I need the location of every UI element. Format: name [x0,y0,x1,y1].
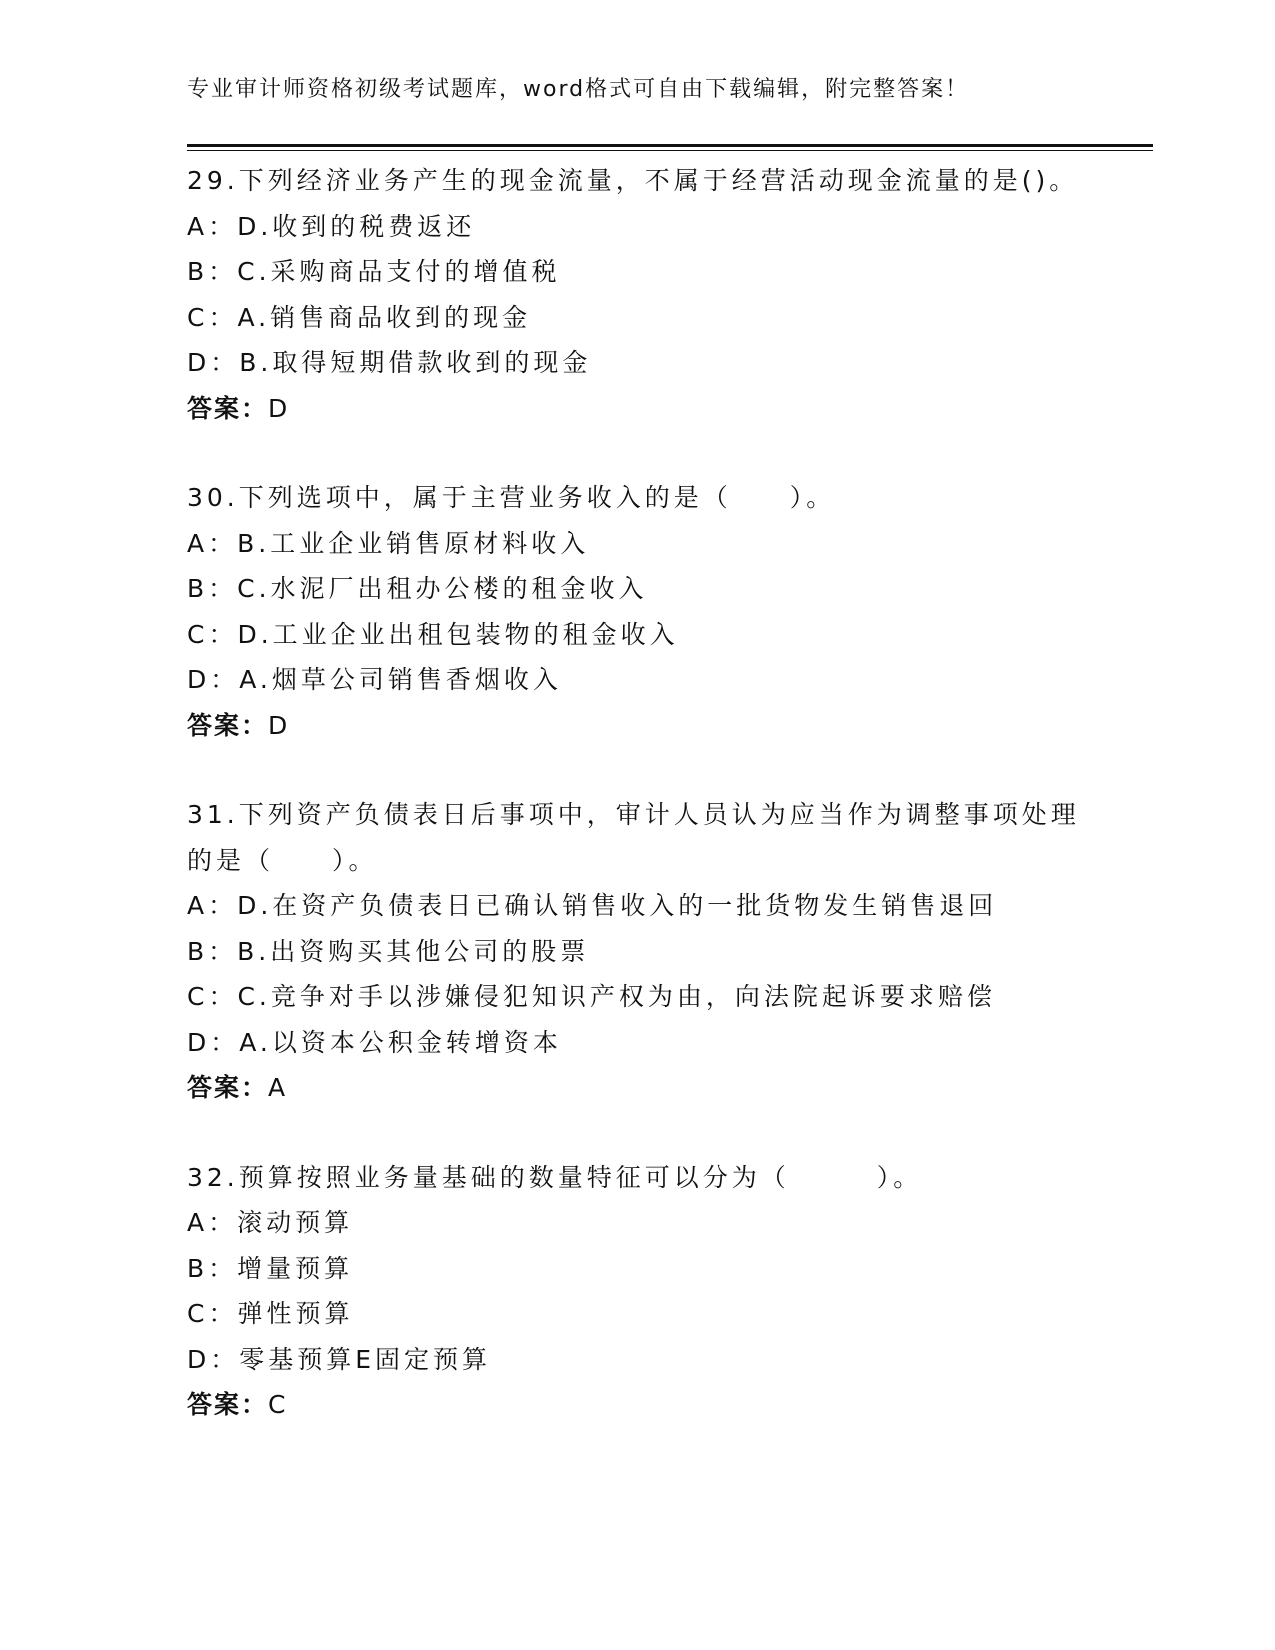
header-rule-thick [187,144,1153,147]
option-a: A：B.工业企业销售原材料收入 [187,528,590,558]
option-c: C：弹性预算 [187,1299,354,1328]
page-header: 专业审计师资格初级考试题库，word格式可自由下载编辑，附完整答案！ [187,77,970,102]
option-d: D：A.以资本公积金转增资本 [187,1027,562,1057]
answer-label: 答案： [187,710,269,740]
option-d: D：A.烟草公司销售香烟收入 [187,665,562,694]
question-stem: 30.下列选项中，属于主营业务收入的是（ ）。 [187,483,836,512]
answer-value: A [268,1073,288,1102]
question-stem: 29.下列经济业务产生的现金流量，不属于经营活动现金流量的是()。 [187,166,1079,195]
option-c: C：A.销售商品收到的现金 [187,302,532,332]
question-29 [187,158,1087,431]
question-32 [187,1155,1087,1428]
answer-value: C [268,1390,288,1419]
answer-value: D [268,393,290,423]
question-31 [187,792,1087,1111]
question-stem: 32.预算按照业务量基础的数量特征可以分为（ ）。 [187,1162,923,1192]
option-b: B：B.出资购买其他公司的股票 [187,936,590,966]
option-a: A：D.在资产负债表日已确认销售收入的一批货物发生销售退回 [187,891,998,920]
option-a: A：滚动预算 [187,1208,354,1237]
option-a: A：D.收到的税费返还 [187,211,476,241]
question-list [187,158,1087,1428]
option-d: D：B.取得短期借款收到的现金 [187,348,592,377]
answer-label: 答案： [187,1390,269,1419]
header-rule-thin [187,150,1153,151]
option-d: D：零基预算E固定预算 [187,1344,492,1374]
answer-label: 答案： [187,1073,269,1102]
option-b: B：C.水泥厂出租办公楼的租金收入 [187,574,648,603]
answer-value: D [268,710,290,740]
option-b: B：增量预算 [187,1253,354,1283]
answer-label: 答案： [187,393,269,423]
answer-line [187,386,1087,432]
answer-line [187,1065,1087,1111]
question-stem: 31.下列资产负债表日后事项中，审计人员认为应当作为调整事项处理的是（ ）。 [187,800,1080,875]
option-c: C：D.工业企业出租包装物的租金收入 [187,619,679,649]
option-c: C：C.竞争对手以涉嫌侵犯知识产权为由，向法院起诉要求赔偿 [187,982,996,1011]
option-b: B：C.采购商品支付的增值税 [187,257,561,286]
answer-line [187,703,1087,749]
answer-line [187,1382,1087,1428]
question-30 [187,475,1087,748]
